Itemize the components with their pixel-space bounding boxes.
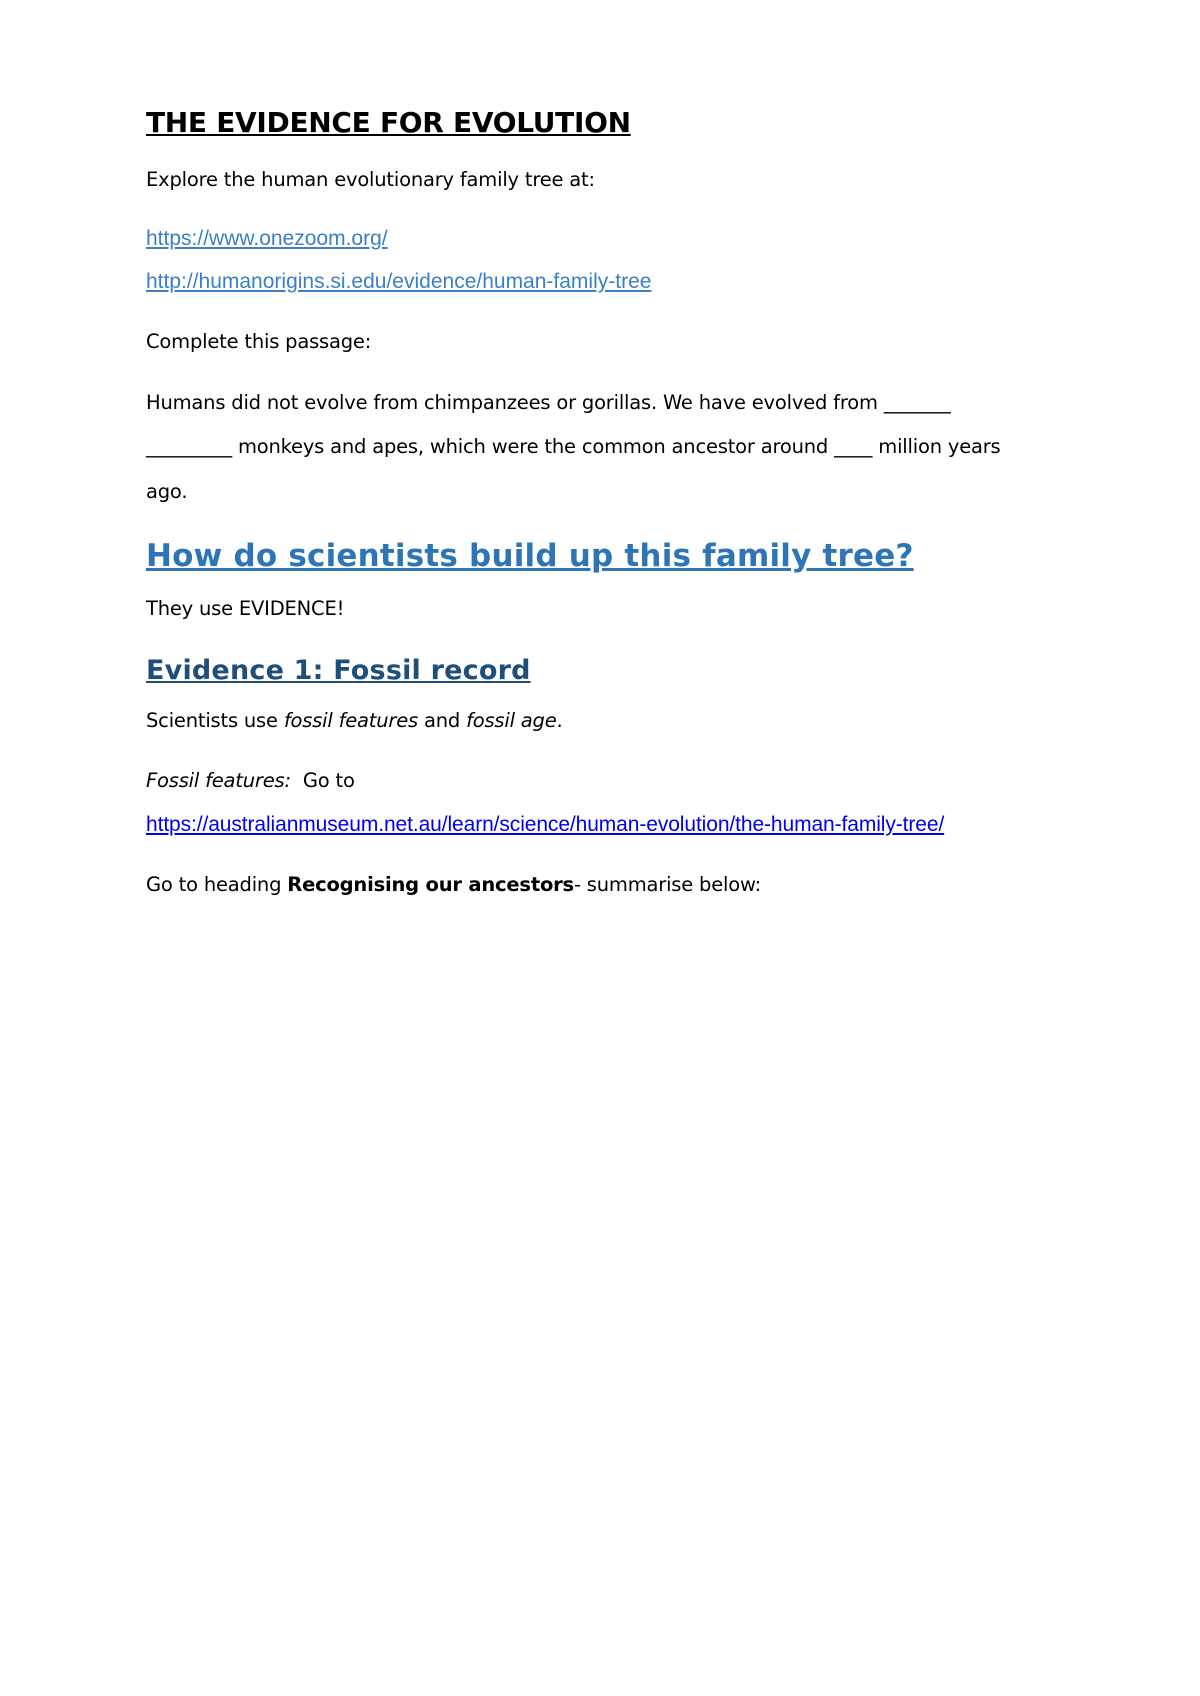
fossil-features-line bbox=[146, 769, 355, 792]
goto-prefix: Go to heading bbox=[146, 873, 288, 896]
heading-family-tree: How do scientists build up this family tree? bbox=[146, 538, 914, 574]
scientists-suffix: . bbox=[556, 709, 563, 732]
australianmuseum-link[interactable]: https://australianmuseum.net.au/learn/science/human-evolution/the-human-family-tree/ bbox=[146, 813, 945, 836]
passage-line-3: ago. bbox=[146, 480, 188, 503]
explore-text: Explore the human evolutionary family tree at: bbox=[146, 168, 595, 191]
humanorigins-link[interactable]: http://humanorigins.si.edu/evidence/human-family-tree bbox=[146, 270, 652, 293]
passage-line-2: _________ monkeys and apes, which were the common ancestor around ____ million years bbox=[146, 435, 1001, 458]
fossil-features-label: Fossil features: bbox=[146, 769, 291, 792]
scientists-use-text bbox=[146, 709, 563, 732]
scientists-prefix: Scientists use bbox=[146, 709, 284, 732]
complete-passage-text: Complete this passage: bbox=[146, 330, 372, 353]
scientists-middle: and bbox=[417, 709, 467, 732]
fossil-features-italic: fossil features bbox=[283, 709, 418, 732]
goto-suffix: - summarise below: bbox=[573, 873, 762, 896]
recognising-ancestors-bold: Recognising our ancestors bbox=[287, 873, 574, 896]
fossil-features-goto: Go to bbox=[290, 769, 355, 792]
fossil-age-italic: fossil age bbox=[466, 709, 557, 732]
heading-evidence-1: Evidence 1: Fossil record bbox=[146, 655, 531, 686]
document-title: THE EVIDENCE FOR EVOLUTION bbox=[146, 106, 631, 139]
passage-line-1: Humans did not evolve from chimpanzees or gorillas. We have evolved from _______ bbox=[146, 391, 951, 414]
evidence-text: They use EVIDENCE! bbox=[146, 597, 345, 620]
goto-heading-line bbox=[146, 873, 761, 896]
onezoom-link[interactable]: https://www.onezoom.org/ bbox=[146, 227, 388, 250]
